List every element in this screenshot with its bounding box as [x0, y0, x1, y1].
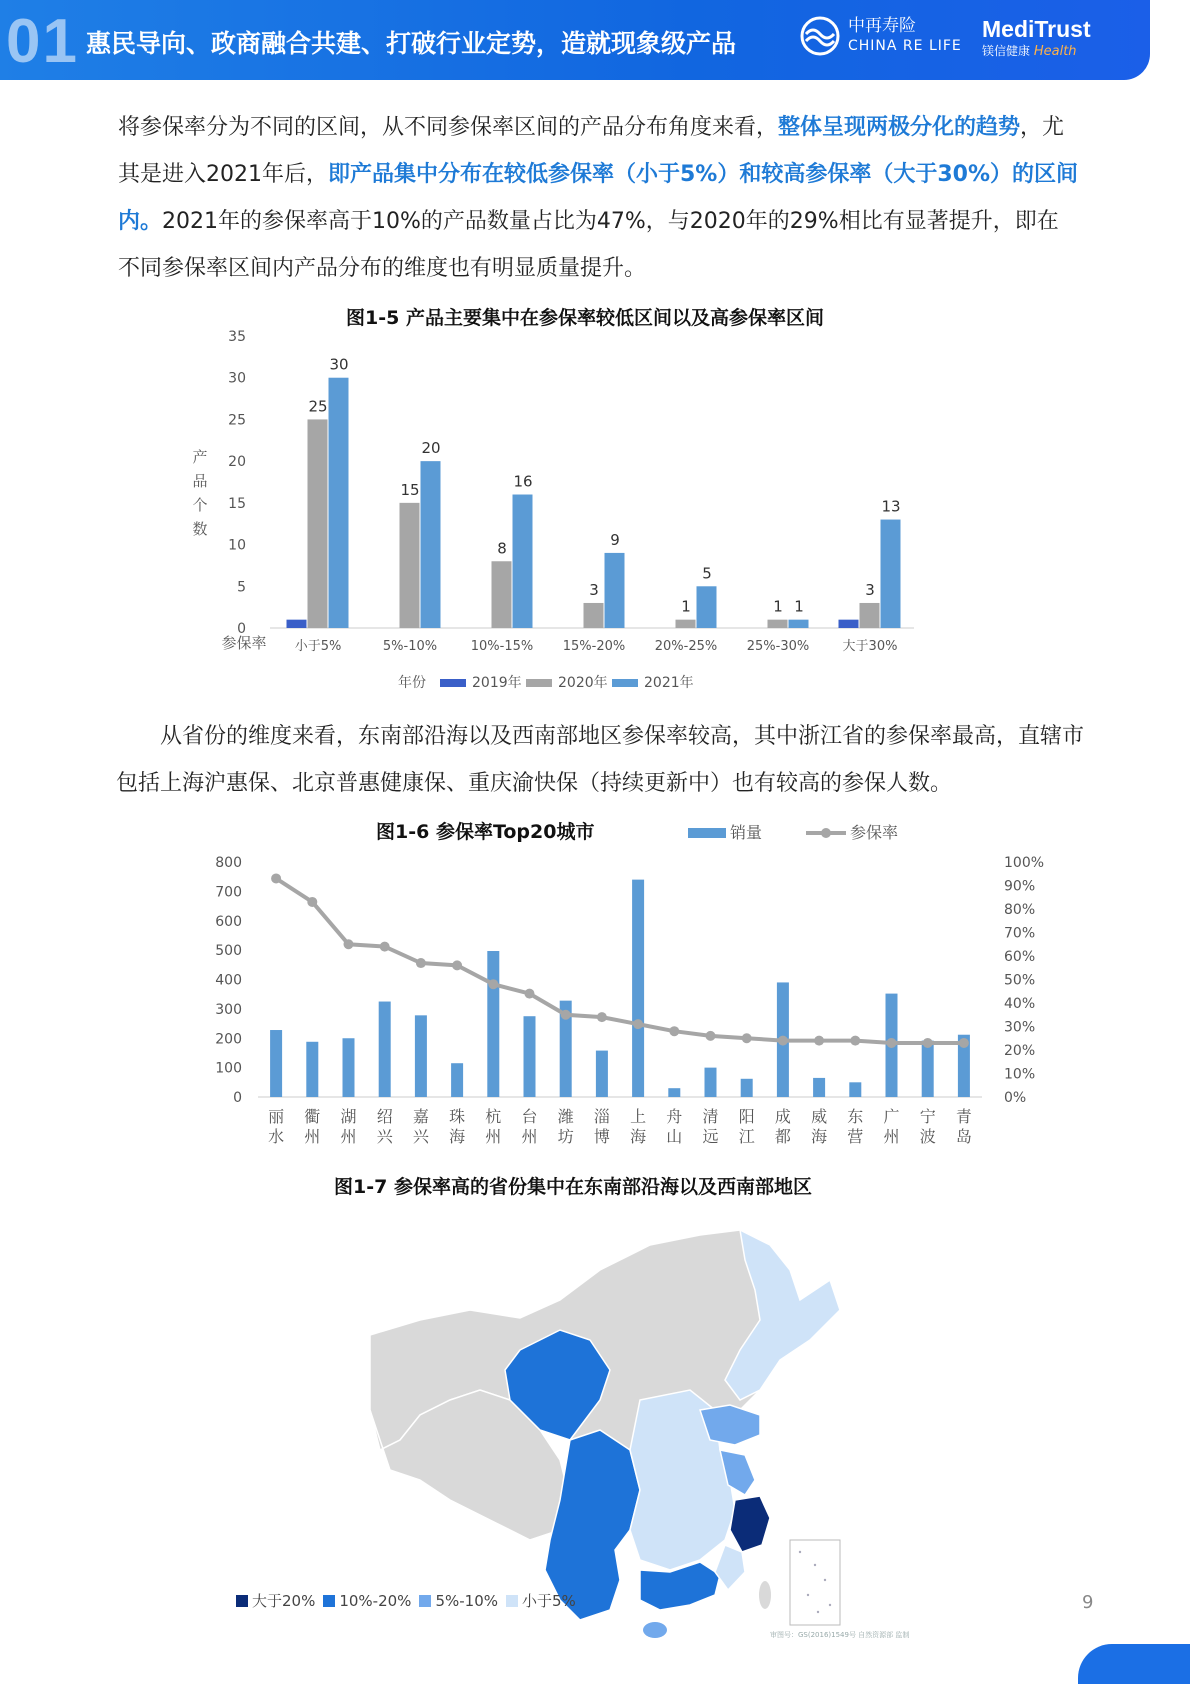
x-tick-label: 海: [630, 1127, 647, 1146]
x-tick-label: 舟: [666, 1107, 683, 1126]
y-left-tick-label: 800: [215, 855, 242, 871]
x-tick-label: 都: [774, 1127, 791, 1146]
logo1-cn: 中再寿险: [848, 16, 916, 36]
bar-2020年: [400, 503, 420, 628]
bar-sales: [343, 1038, 355, 1097]
x-tick-label: 海: [449, 1127, 466, 1146]
line-point: [380, 942, 390, 952]
legend-label: 5%-10%: [435, 1591, 498, 1610]
bar-sales: [379, 1002, 391, 1097]
legend-swatch: [526, 679, 552, 687]
line-point: [271, 873, 281, 883]
bar-data-label: 3: [865, 580, 875, 599]
y-right-tick-label: 10%: [1004, 1066, 1036, 1083]
fig5-bar-chart: [0, 320, 1190, 720]
y-tick-label: 30: [228, 370, 246, 387]
y-tick-label: 5: [237, 579, 246, 596]
legend-swatch: [440, 679, 466, 687]
para1-highlight-1: 整体呈现两极分化的趋势: [778, 115, 1021, 140]
line-point: [561, 1010, 571, 1020]
legend-label: 2020年: [558, 675, 608, 691]
line-point: [850, 1036, 860, 1046]
legend-title: 年份: [398, 675, 426, 691]
y-right-tick-label: 0%: [1004, 1090, 1027, 1106]
bar-2020年: [584, 603, 604, 628]
bar-2021年: [789, 620, 809, 628]
x-tick-label: 州: [521, 1127, 538, 1146]
y-right-tick-label: 90%: [1004, 878, 1036, 895]
x-tick-label: 淄: [593, 1107, 610, 1126]
line-point: [742, 1033, 752, 1043]
x-tick-label: 嘉: [412, 1107, 429, 1126]
line-point: [706, 1031, 716, 1041]
bar-2021年: [697, 586, 717, 628]
logo2-health: Health: [1033, 44, 1077, 59]
bar-sales: [922, 1041, 934, 1097]
x-tick-label: 上: [630, 1107, 647, 1126]
bar-data-label: 3: [589, 580, 599, 599]
map-legend-item: [419, 1592, 498, 1610]
page-header: [0, 0, 1150, 80]
x-axis-label: 参保率: [221, 634, 267, 652]
x-tick-label: 州: [883, 1127, 900, 1146]
bar-sales: [632, 880, 644, 1097]
x-tick-label: 小于5%: [294, 639, 342, 654]
legend-label: 参保率: [850, 823, 899, 842]
x-tick-label: 坊: [557, 1127, 574, 1146]
bar-2021年: [513, 495, 533, 628]
x-tick-label: 宁: [919, 1107, 936, 1126]
bar-data-label: 25: [308, 397, 328, 416]
corner-decoration: [1078, 1644, 1190, 1684]
legend-label: 大于20%: [252, 1592, 316, 1610]
bar-sales: [487, 951, 499, 1097]
bar-2019年: [287, 620, 307, 628]
para1-text-1: 将参保率分为不同的区间，从不同参保率区间的产品分布角度来看，: [118, 115, 779, 140]
x-tick-label: 清: [702, 1107, 719, 1126]
map-region-fujian: [715, 1545, 745, 1590]
x-tick-label: 珠: [449, 1107, 466, 1126]
y-left-tick-label: 100: [215, 1060, 242, 1077]
x-tick-label: 州: [485, 1127, 502, 1146]
y-right-tick-label: 40%: [1004, 996, 1036, 1012]
line-point: [923, 1038, 933, 1048]
bar-sales: [741, 1079, 753, 1097]
legend-swatch: [612, 679, 638, 687]
line-point: [778, 1036, 788, 1046]
bar-sales: [524, 1016, 536, 1097]
logo2-cn: 镁信健康: [982, 44, 1031, 58]
china-map: [0, 1200, 1190, 1680]
legend-label: 2019年: [472, 675, 522, 691]
x-tick-label: 威: [811, 1107, 828, 1126]
y-tick-label: 25: [228, 412, 246, 429]
bar-data-label: 1: [794, 597, 804, 616]
bar-sales: [451, 1063, 463, 1097]
section-number: 01: [6, 7, 79, 76]
logo2-en: MediTrust: [982, 16, 1091, 42]
x-tick-label: 台: [521, 1107, 538, 1126]
bar-sales: [596, 1051, 608, 1097]
map-south-sea-inset: [790, 1540, 840, 1625]
para1-text-2: ，尤其是进入2021年后，: [118, 115, 1065, 187]
y-tick-label: 10: [228, 537, 246, 554]
x-tick-label: 兴: [412, 1127, 429, 1146]
y-tick-label: 15: [228, 495, 246, 512]
bar-data-label: 15: [400, 480, 420, 499]
bar-sales: [705, 1068, 717, 1097]
bar-2020年: [492, 561, 512, 628]
bar-sales: [270, 1030, 282, 1097]
map-legend-item: [236, 1590, 315, 1611]
bar-2021年: [881, 520, 901, 628]
y-right-tick-label: 50%: [1004, 972, 1036, 989]
x-tick-label: 广: [883, 1107, 900, 1126]
y-tick-label: 35: [228, 329, 246, 345]
x-tick-label: 阳: [738, 1107, 755, 1126]
line-point: [597, 1012, 607, 1022]
y-left-tick-label: 400: [215, 972, 242, 989]
bar-2020年: [860, 603, 880, 628]
map-legend-item: [506, 1590, 576, 1611]
map-legend-item: [323, 1592, 411, 1610]
x-tick-label: 青: [955, 1107, 972, 1126]
line-point: [814, 1036, 824, 1046]
bar-sales: [668, 1088, 680, 1097]
y-axis-label: 产: [192, 448, 208, 466]
bar-2021年: [605, 553, 625, 628]
y-tick-label: 20: [228, 454, 246, 471]
x-tick-label: 10%-15%: [470, 639, 534, 654]
logo1-en: CHINA RE LIFE: [848, 38, 962, 54]
map-region-hainan: [643, 1622, 667, 1638]
bar-2020年: [308, 419, 328, 628]
bar-sales: [849, 1082, 861, 1097]
line-point: [669, 1026, 679, 1036]
y-right-tick-label: 20%: [1004, 1043, 1036, 1059]
map-region-taiwan: [759, 1581, 771, 1609]
x-tick-label: 山: [666, 1127, 683, 1146]
fig6-title: 图1-6 参保率Top20城市: [376, 821, 595, 843]
x-tick-label: 波: [919, 1127, 936, 1146]
x-tick-label: 博: [593, 1127, 610, 1146]
y-right-tick-label: 60%: [1004, 949, 1036, 965]
legend-label: 小于5%: [522, 1592, 576, 1610]
x-tick-label: 东: [847, 1107, 864, 1126]
line-point: [307, 897, 317, 907]
wave-logo-icon: [800, 16, 840, 56]
bar-sales: [415, 1015, 427, 1097]
bar-2021年: [421, 461, 441, 628]
bar-data-label: 5: [702, 564, 712, 583]
paragraph-2: 从省份的维度来看，东南部沿海以及西南部地区参保率较高，其中浙江省的参保率最高，直辖市包括上海沪惠保、北京普惠健康保、重庆渝快保（持续更新中）也有较高的参保人数。: [116, 724, 1085, 796]
y-axis-label: 品: [192, 472, 208, 490]
bar-data-label: 1: [773, 597, 783, 616]
x-tick-label: 衢: [304, 1107, 321, 1126]
x-tick-label: 5%-10%: [382, 639, 438, 654]
x-tick-label: 25%-30%: [746, 639, 810, 654]
x-tick-label: 江: [738, 1127, 755, 1146]
y-left-tick-label: 200: [215, 1031, 242, 1048]
bar-data-label: 16: [513, 472, 533, 491]
y-axis-label: 个: [192, 496, 208, 514]
map-legend: [236, 1590, 584, 1611]
legend-swatch: [688, 828, 726, 838]
bar-sales: [306, 1042, 318, 1097]
x-tick-label: 15%-20%: [562, 639, 626, 654]
bar-data-label: 8: [497, 539, 507, 558]
para1-text-3: 2021年的参保率高于10%的产品数量占比为47%，与2020年的29%相比有显著提升，即在不同参保率区间内产品分布的维度也有明显质量提升。: [118, 209, 1059, 281]
x-tick-label: 兴: [376, 1127, 393, 1146]
x-tick-label: 大于30%: [842, 639, 898, 654]
map-credit: 审图号：GS(2016)1549号 自然资源部 监制: [770, 1631, 910, 1639]
bar-2020年: [676, 620, 696, 628]
line-point: [633, 1019, 643, 1029]
y-tick-label: 0: [237, 621, 246, 637]
china-re-life-logo: [800, 16, 962, 56]
map-region-guangdong: [640, 1562, 720, 1610]
bar-2020年: [768, 620, 788, 628]
y-left-tick-label: 500: [215, 943, 242, 960]
page-number: 9: [1082, 1592, 1094, 1613]
legend-label: 2021年: [644, 675, 694, 691]
line-point: [887, 1038, 897, 1048]
section-title: 惠民导向、政商融合共建、打破行业定势，造就现象级产品: [86, 29, 737, 58]
y-right-tick-label: 70%: [1004, 925, 1036, 942]
y-right-tick-label: 100%: [1004, 855, 1045, 871]
legend-label: 10%-20%: [339, 1591, 412, 1610]
x-tick-label: 20%-25%: [654, 639, 718, 654]
meditrust-logo: [982, 18, 1091, 63]
x-tick-label: 成: [774, 1107, 791, 1126]
y-left-tick-label: 600: [215, 913, 242, 930]
bar-data-label: 13: [881, 497, 901, 516]
map-region-zhejiang: [730, 1496, 770, 1552]
line-point: [488, 979, 498, 989]
line-point: [959, 1038, 969, 1048]
legend-label: 销量: [730, 823, 763, 842]
x-tick-label: 海: [811, 1127, 828, 1146]
fig7-title: 图1-7 参保率高的省份集中在东南部沿海以及西南部地区: [334, 1176, 812, 1198]
bar-sales: [813, 1078, 825, 1097]
x-tick-label: 潍: [557, 1107, 574, 1126]
x-tick-label: 丽: [268, 1107, 285, 1126]
x-tick-label: 岛: [955, 1127, 972, 1146]
line-point: [416, 958, 426, 968]
line-point: [344, 939, 354, 949]
bar-data-label: 20: [421, 439, 441, 458]
bar-2019年: [839, 620, 859, 628]
bar-data-label: 9: [610, 530, 620, 549]
y-axis-label: 数: [192, 520, 208, 538]
y-right-tick-label: 80%: [1004, 902, 1036, 918]
y-right-tick-label: 30%: [1004, 1019, 1036, 1036]
x-tick-label: 州: [304, 1127, 321, 1146]
x-tick-label: 湖: [340, 1107, 357, 1126]
bar-data-label: 1: [681, 597, 691, 616]
y-left-tick-label: 0: [233, 1090, 242, 1106]
fig6-combo-chart: [0, 810, 1190, 1150]
x-tick-label: 杭: [485, 1107, 502, 1126]
bar-data-label: 30: [329, 355, 349, 374]
line-point: [525, 989, 535, 999]
x-tick-label: 水: [268, 1127, 285, 1146]
para1-highlight-2: 即产品集中分布在较低参保率（小于5%）和较高参保率（大于30%）的区间内。: [118, 162, 1079, 234]
fig5-title: 图1-5 产品主要集中在参保率较低区间以及高参保率区间: [346, 307, 824, 329]
x-tick-label: 营: [847, 1127, 864, 1146]
x-tick-label: 州: [340, 1127, 357, 1146]
x-tick-label: 绍: [376, 1107, 393, 1126]
line-point: [452, 960, 462, 970]
x-tick-label: 远: [702, 1127, 719, 1146]
y-left-tick-label: 300: [215, 1001, 242, 1018]
paragraph-1: [118, 104, 1078, 292]
bar-2021年: [329, 378, 349, 628]
map-region-shandong: [700, 1405, 760, 1445]
legend-marker: [821, 828, 831, 838]
y-left-tick-label: 700: [215, 884, 242, 901]
